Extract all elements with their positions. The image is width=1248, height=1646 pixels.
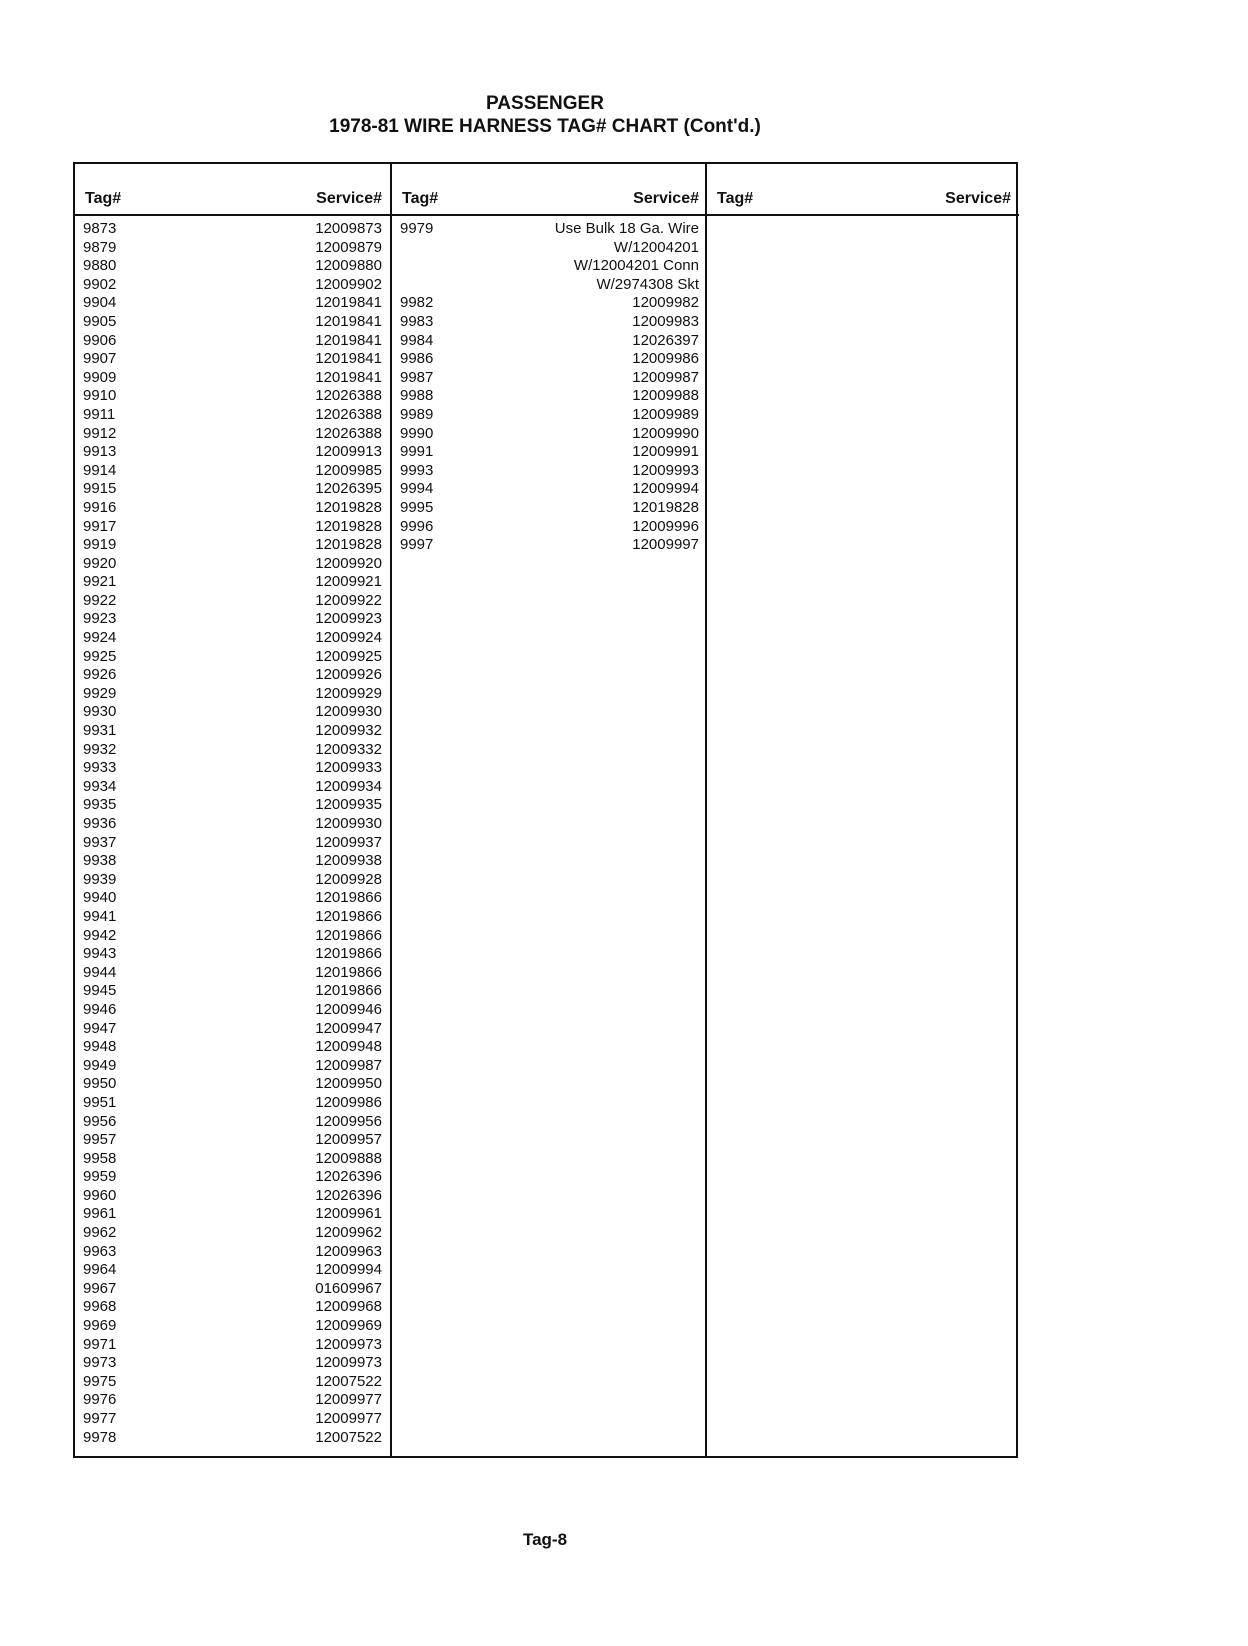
table-row bbox=[392, 443, 707, 462]
service-cell: 12009929 bbox=[315, 684, 382, 702]
table-row bbox=[75, 1317, 390, 1336]
tag-cell: 9978 bbox=[83, 1428, 117, 1446]
column-header bbox=[392, 164, 707, 216]
tag-cell: 9961 bbox=[83, 1205, 117, 1223]
service-cell: 12009982 bbox=[632, 294, 699, 312]
table-row bbox=[75, 555, 390, 574]
table-column-1 bbox=[75, 164, 390, 1456]
service-cell: 12009956 bbox=[315, 1112, 382, 1130]
service-cell: 12009888 bbox=[315, 1149, 382, 1167]
table-row bbox=[75, 889, 390, 908]
service-cell: 12009921 bbox=[315, 573, 382, 591]
table-row bbox=[392, 220, 707, 239]
table-row bbox=[75, 406, 390, 425]
tag-cell: 9934 bbox=[83, 777, 117, 795]
table-row bbox=[392, 499, 707, 518]
table-row bbox=[392, 313, 707, 332]
tag-cell: 9997 bbox=[400, 536, 434, 554]
service-header: Service# bbox=[945, 190, 1011, 207]
service-cell: 12009988 bbox=[632, 387, 699, 405]
tag-cell: 9973 bbox=[83, 1354, 117, 1372]
tag-cell: 9940 bbox=[83, 889, 117, 907]
table-row bbox=[392, 425, 707, 444]
table-row bbox=[75, 1373, 390, 1392]
tag-cell: 9994 bbox=[400, 480, 434, 498]
tag-cell: 9917 bbox=[83, 517, 117, 535]
table-row bbox=[75, 1113, 390, 1132]
table-row bbox=[75, 815, 390, 834]
service-cell: 12009924 bbox=[315, 629, 382, 647]
table-row bbox=[392, 239, 707, 258]
tag-cell: 9879 bbox=[83, 238, 117, 256]
table-row bbox=[75, 1336, 390, 1355]
table-row bbox=[75, 852, 390, 871]
service-cell: 12019828 bbox=[632, 498, 699, 516]
tag-chart-table bbox=[73, 162, 1018, 1458]
column-header bbox=[707, 164, 1019, 216]
tag-cell: 9905 bbox=[83, 312, 117, 330]
table-row bbox=[392, 406, 707, 425]
service-cell: 12009935 bbox=[315, 796, 382, 814]
service-cell: 12007522 bbox=[315, 1428, 382, 1446]
tag-cell: 9947 bbox=[83, 1019, 117, 1037]
service-cell: 12009973 bbox=[315, 1354, 382, 1372]
service-cell: 12009968 bbox=[315, 1298, 382, 1316]
table-row bbox=[75, 685, 390, 704]
tag-cell: 9956 bbox=[83, 1112, 117, 1130]
service-cell: 12009913 bbox=[315, 443, 382, 461]
table-row bbox=[75, 722, 390, 741]
table-row bbox=[75, 1261, 390, 1280]
tag-cell: 9924 bbox=[83, 629, 117, 647]
table-row bbox=[75, 871, 390, 890]
table-row bbox=[75, 1020, 390, 1039]
tag-cell: 9971 bbox=[83, 1335, 117, 1353]
tag-cell: 9979 bbox=[400, 220, 434, 237]
tag-cell: 9939 bbox=[83, 870, 117, 888]
table-row bbox=[75, 1354, 390, 1373]
service-cell: 12009986 bbox=[315, 1093, 382, 1111]
service-cell: 12009923 bbox=[315, 610, 382, 628]
table-row bbox=[75, 741, 390, 760]
service-cell: 12019841 bbox=[315, 312, 382, 330]
column-header bbox=[75, 164, 390, 216]
tag-cell: 9945 bbox=[83, 982, 117, 1000]
service-cell: 12009996 bbox=[632, 517, 699, 535]
service-cell: 12019866 bbox=[315, 907, 382, 925]
service-cell: 12009925 bbox=[315, 647, 382, 665]
table-row bbox=[75, 443, 390, 462]
title-line-1: PASSENGER bbox=[486, 93, 604, 114]
service-cell: 12019866 bbox=[315, 963, 382, 981]
service-cell: W/2974308 Skt bbox=[596, 275, 699, 293]
service-cell: 12009928 bbox=[315, 870, 382, 888]
service-cell: 12019828 bbox=[315, 536, 382, 554]
table-row bbox=[75, 480, 390, 499]
table-row bbox=[75, 1131, 390, 1150]
service-cell: 12026388 bbox=[315, 387, 382, 405]
tag-cell: 9926 bbox=[83, 666, 117, 684]
tag-cell: 9989 bbox=[400, 405, 434, 423]
service-cell: 12009977 bbox=[315, 1391, 382, 1409]
tag-cell: 9914 bbox=[83, 461, 117, 479]
service-cell: 12009973 bbox=[315, 1335, 382, 1353]
table-row bbox=[75, 518, 390, 537]
table-row bbox=[75, 220, 390, 239]
tag-cell: 9951 bbox=[83, 1093, 117, 1111]
tag-cell: 9949 bbox=[83, 1056, 117, 1074]
table-row bbox=[75, 239, 390, 258]
tag-cell: 9929 bbox=[83, 684, 117, 702]
service-cell: 12019841 bbox=[315, 368, 382, 386]
service-cell: 12019866 bbox=[315, 982, 382, 1000]
tag-cell: 9922 bbox=[83, 591, 117, 609]
table-row bbox=[75, 276, 390, 295]
page-title bbox=[0, 92, 1090, 138]
service-cell: 12009994 bbox=[315, 1261, 382, 1279]
service-cell: W/12004201 Conn bbox=[573, 257, 699, 275]
service-cell: 12019841 bbox=[315, 294, 382, 312]
table-row bbox=[75, 945, 390, 964]
tag-cell: 9984 bbox=[400, 331, 434, 349]
tag-cell: 9968 bbox=[83, 1298, 117, 1316]
service-cell: 12009932 bbox=[315, 722, 382, 740]
tag-cell: 9873 bbox=[83, 220, 117, 237]
table-row bbox=[75, 332, 390, 351]
table-row bbox=[75, 648, 390, 667]
service-cell: 12009332 bbox=[315, 740, 382, 758]
tag-cell: 9983 bbox=[400, 312, 434, 330]
tag-cell: 9920 bbox=[83, 554, 117, 572]
tag-cell: 9963 bbox=[83, 1242, 117, 1260]
tag-cell: 9906 bbox=[83, 331, 117, 349]
table-row bbox=[75, 796, 390, 815]
table-row bbox=[75, 257, 390, 276]
tag-cell: 9959 bbox=[83, 1168, 117, 1186]
table-row bbox=[75, 1429, 390, 1448]
tag-cell: 9919 bbox=[83, 536, 117, 554]
table-row bbox=[392, 387, 707, 406]
service-cell: 12007522 bbox=[315, 1372, 382, 1390]
tag-cell: 9911 bbox=[83, 405, 116, 423]
table-row bbox=[75, 1057, 390, 1076]
tag-cell: 9986 bbox=[400, 350, 434, 368]
table-row bbox=[75, 1243, 390, 1262]
service-cell: 12009963 bbox=[315, 1242, 382, 1260]
tag-cell: 9995 bbox=[400, 498, 434, 516]
service-cell: 12009948 bbox=[315, 1038, 382, 1056]
table-row bbox=[75, 387, 390, 406]
table-row bbox=[392, 462, 707, 481]
table-row bbox=[75, 573, 390, 592]
table-row bbox=[75, 666, 390, 685]
table-row bbox=[75, 499, 390, 518]
table-row bbox=[75, 1094, 390, 1113]
service-cell: 12009937 bbox=[315, 833, 382, 851]
service-cell: 01609967 bbox=[315, 1279, 382, 1297]
table-row bbox=[75, 759, 390, 778]
service-cell: 12009922 bbox=[315, 591, 382, 609]
table-rows bbox=[75, 220, 390, 1447]
tag-cell: 9907 bbox=[83, 350, 117, 368]
service-cell: 12009934 bbox=[315, 777, 382, 795]
service-cell: 12009977 bbox=[315, 1410, 382, 1427]
service-header: Service# bbox=[633, 190, 699, 207]
tag-cell: 9941 bbox=[83, 907, 117, 925]
service-cell: 12009930 bbox=[315, 703, 382, 721]
table-row bbox=[75, 294, 390, 313]
service-cell: 12019866 bbox=[315, 945, 382, 963]
table-row bbox=[75, 1075, 390, 1094]
table-row bbox=[392, 369, 707, 388]
table-row bbox=[392, 257, 707, 276]
table-row bbox=[75, 1391, 390, 1410]
service-cell: 12009961 bbox=[315, 1205, 382, 1223]
table-row bbox=[75, 834, 390, 853]
service-cell: 12009930 bbox=[315, 815, 382, 832]
service-cell: 12026388 bbox=[315, 424, 382, 442]
tag-cell: 9977 bbox=[83, 1410, 117, 1427]
tag-cell: 9975 bbox=[83, 1372, 117, 1390]
page-number: Tag-8 bbox=[522, 1530, 568, 1549]
tag-cell: 9916 bbox=[83, 498, 117, 516]
table-row bbox=[75, 350, 390, 369]
tag-cell: 9996 bbox=[400, 517, 434, 535]
tag-cell: 9913 bbox=[83, 443, 117, 461]
service-cell: 12009902 bbox=[315, 275, 382, 293]
table-row bbox=[75, 908, 390, 927]
table-column-3 bbox=[705, 164, 1019, 1456]
table-column-2 bbox=[390, 164, 707, 1456]
table-row bbox=[75, 1187, 390, 1206]
service-cell: W/12004201 bbox=[613, 238, 699, 256]
tag-cell: 9921 bbox=[83, 573, 117, 591]
table-row bbox=[75, 313, 390, 332]
tag-cell: 9958 bbox=[83, 1149, 117, 1167]
table-row bbox=[392, 518, 707, 537]
service-cell: 12019866 bbox=[315, 926, 382, 944]
service-cell: 12009933 bbox=[315, 759, 382, 777]
table-row bbox=[75, 1001, 390, 1020]
tag-cell: 9912 bbox=[83, 424, 117, 442]
tag-cell: 9910 bbox=[83, 387, 117, 405]
table-row bbox=[75, 369, 390, 388]
tag-cell: 9969 bbox=[83, 1317, 117, 1335]
tag-cell: 9932 bbox=[83, 740, 117, 758]
tag-cell: 9957 bbox=[83, 1131, 117, 1149]
tag-cell: 9933 bbox=[83, 759, 117, 777]
tag-cell: 9915 bbox=[83, 480, 117, 498]
service-cell: 12026395 bbox=[315, 480, 382, 498]
service-cell: 12026396 bbox=[315, 1186, 382, 1204]
table-row bbox=[75, 425, 390, 444]
service-cell: 12009920 bbox=[315, 554, 382, 572]
table-row bbox=[75, 1298, 390, 1317]
tag-cell: 9946 bbox=[83, 1000, 117, 1018]
table-row bbox=[75, 1038, 390, 1057]
table-row bbox=[392, 350, 707, 369]
tag-cell: 9923 bbox=[83, 610, 117, 628]
service-cell: 12009997 bbox=[632, 536, 699, 554]
service-cell: 12009962 bbox=[315, 1224, 382, 1242]
tag-cell: 9938 bbox=[83, 852, 117, 870]
tag-cell: 9931 bbox=[83, 722, 117, 740]
tag-cell: 9993 bbox=[400, 461, 434, 479]
table-row bbox=[75, 536, 390, 555]
table-row bbox=[75, 1205, 390, 1224]
service-cell: 12019828 bbox=[315, 517, 382, 535]
tag-cell: 9943 bbox=[83, 945, 117, 963]
tag-cell: 9909 bbox=[83, 368, 117, 386]
tag-cell: 9991 bbox=[400, 443, 434, 461]
service-cell: 12009938 bbox=[315, 852, 382, 870]
table-row bbox=[75, 629, 390, 648]
tag-cell: 9976 bbox=[83, 1391, 117, 1409]
tag-cell: 9967 bbox=[83, 1279, 117, 1297]
table-row bbox=[75, 778, 390, 797]
tag-cell: 9960 bbox=[83, 1186, 117, 1204]
service-cell: 12009983 bbox=[632, 312, 699, 330]
tag-cell: 9987 bbox=[400, 368, 434, 386]
service-cell: 12009947 bbox=[315, 1019, 382, 1037]
service-cell: 12009986 bbox=[632, 350, 699, 368]
tag-cell: 9942 bbox=[83, 926, 117, 944]
tag-cell: 9904 bbox=[83, 294, 117, 312]
table-row bbox=[75, 982, 390, 1001]
service-cell: 12009957 bbox=[315, 1131, 382, 1149]
tag-cell: 9962 bbox=[83, 1224, 117, 1242]
tag-cell: 9935 bbox=[83, 796, 117, 814]
service-cell: 12009926 bbox=[315, 666, 382, 684]
service-cell: 12009985 bbox=[315, 461, 382, 479]
service-cell: 12009987 bbox=[315, 1056, 382, 1074]
table-row bbox=[75, 703, 390, 722]
table-row bbox=[75, 610, 390, 629]
service-cell: 12009989 bbox=[632, 405, 699, 423]
table-row bbox=[392, 480, 707, 499]
table-rows bbox=[392, 220, 707, 555]
tag-cell: 9988 bbox=[400, 387, 434, 405]
service-cell: Use Bulk 18 Ga. Wire bbox=[554, 220, 699, 237]
service-cell: 12009946 bbox=[315, 1000, 382, 1018]
tag-header: Tag# bbox=[85, 190, 122, 207]
service-cell: 12019866 bbox=[315, 889, 382, 907]
service-cell: 12009879 bbox=[315, 238, 382, 256]
service-cell: 12009950 bbox=[315, 1075, 382, 1093]
table-row bbox=[75, 1410, 390, 1429]
service-cell: 12009969 bbox=[315, 1317, 382, 1335]
tag-cell: 9950 bbox=[83, 1075, 117, 1093]
service-cell: 12009994 bbox=[632, 480, 699, 498]
service-cell: 12009990 bbox=[632, 424, 699, 442]
table-row bbox=[392, 276, 707, 295]
tag-cell: 9982 bbox=[400, 294, 434, 312]
service-header: Service# bbox=[316, 190, 382, 207]
tag-header: Tag# bbox=[402, 190, 439, 207]
service-cell: 12009987 bbox=[632, 368, 699, 386]
tag-cell: 9944 bbox=[83, 963, 117, 981]
service-cell: 12009991 bbox=[632, 443, 699, 461]
tag-cell: 9964 bbox=[83, 1261, 117, 1279]
table-row bbox=[75, 1280, 390, 1299]
tag-cell: 9880 bbox=[83, 257, 117, 275]
title-line-2: 1978-81 WIRE HARNESS TAG# CHART (Cont'd.) bbox=[329, 116, 761, 137]
tag-cell: 9937 bbox=[83, 833, 117, 851]
tag-cell: 9902 bbox=[83, 275, 117, 293]
service-cell: 12019841 bbox=[315, 331, 382, 349]
service-cell: 12019841 bbox=[315, 350, 382, 368]
service-cell: 12009880 bbox=[315, 257, 382, 275]
table-row bbox=[75, 927, 390, 946]
table-row bbox=[392, 536, 707, 555]
table-row bbox=[75, 462, 390, 481]
table-row bbox=[75, 592, 390, 611]
tag-header: Tag# bbox=[717, 190, 754, 207]
tag-cell: 9925 bbox=[83, 647, 117, 665]
table-row bbox=[75, 1168, 390, 1187]
table-row bbox=[392, 332, 707, 351]
tag-cell: 9930 bbox=[83, 703, 117, 721]
service-cell: 12026397 bbox=[632, 331, 699, 349]
tag-cell: 9990 bbox=[400, 424, 434, 442]
service-cell: 12009993 bbox=[632, 461, 699, 479]
tag-cell: 9948 bbox=[83, 1038, 117, 1056]
table-row bbox=[75, 964, 390, 983]
service-cell: 12026388 bbox=[315, 405, 382, 423]
table-row bbox=[392, 294, 707, 313]
table-row bbox=[75, 1150, 390, 1169]
service-cell: 12026396 bbox=[315, 1168, 382, 1186]
service-cell: 12009873 bbox=[315, 220, 382, 237]
service-cell: 12019828 bbox=[315, 498, 382, 516]
tag-cell: 9936 bbox=[83, 815, 117, 832]
table-row bbox=[75, 1224, 390, 1243]
